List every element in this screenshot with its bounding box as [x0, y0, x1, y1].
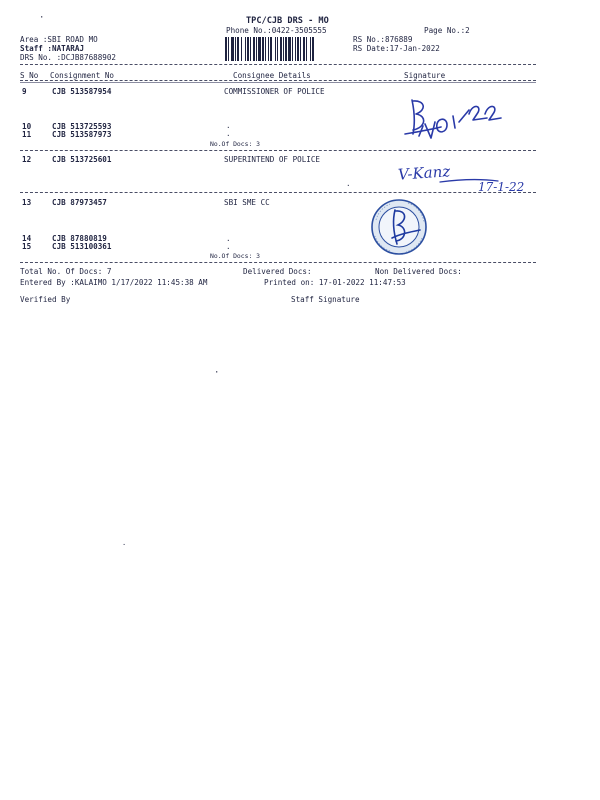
- col-header-signature: Signature: [404, 71, 446, 80]
- barcode-bar: [297, 37, 299, 61]
- rs-date: RS Date:17-Jan-2022: [353, 44, 440, 53]
- barcode-bar: [225, 37, 227, 61]
- group-divider: [20, 150, 536, 151]
- row-dot: .: [226, 129, 231, 138]
- barcode-bar: [265, 37, 266, 61]
- total-docs: Total No. Of Docs: 7: [20, 267, 112, 276]
- handwritten-signature-name: V-Kanz: [397, 162, 451, 184]
- column-divider: [20, 80, 536, 81]
- table-row-consignment: CJB 87880819: [52, 234, 107, 243]
- barcode-bar: [310, 37, 311, 61]
- staff-label: Staff :: [20, 44, 53, 53]
- barcode-bar: [258, 37, 261, 61]
- table-row-consignment: CJB 513100361: [52, 242, 112, 251]
- barcode-bar: [277, 37, 278, 61]
- drs-number: DRS No. :DCJB87688902: [20, 53, 117, 62]
- handwritten-signature: [395, 92, 505, 147]
- barcode-bar: [245, 37, 246, 61]
- report-title: TPC/CJB DRS - MO: [246, 16, 329, 26]
- table-row-sno: 10: [22, 122, 32, 131]
- table-row-consignment: CJB 513725601: [52, 155, 112, 164]
- table-row-consignment: CJB 513587973: [52, 130, 112, 139]
- stray-mark: ·: [214, 368, 220, 378]
- verified-by: Verified By: [20, 295, 71, 304]
- handwritten-date: 17-1-22: [478, 180, 525, 194]
- consignee-name: SUPERINTEND OF POLICE: [224, 155, 321, 164]
- barcode-bar: [253, 37, 255, 61]
- table-row-sno: 9: [22, 87, 27, 96]
- barcode-bar: [262, 37, 264, 61]
- column-divider-2: [20, 82, 536, 83]
- barcode: [225, 37, 343, 61]
- row-dot: .: [226, 242, 231, 251]
- staff-name: NATARAJ: [52, 44, 85, 53]
- row-dot: .: [226, 234, 231, 243]
- barcode-bar: [241, 37, 242, 61]
- delivered-docs: Delivered Docs:: [243, 267, 312, 276]
- barcode-bar: [288, 37, 291, 61]
- consignee-name: COMMISSIONER OF POLICE: [224, 87, 325, 96]
- barcode-bar: [250, 37, 251, 61]
- non-delivered-docs: Non Delivered Docs:: [375, 267, 462, 276]
- row-dot: .: [226, 121, 231, 130]
- stray-mark: ·: [346, 181, 351, 190]
- table-row-sno: 14: [22, 234, 32, 243]
- barcode-bar: [300, 37, 301, 61]
- group-divider: [20, 262, 536, 263]
- barcode-bar: [256, 37, 257, 61]
- entered-by: Entered By :KALAIMO 1/17/2022 11:45:38 AM: [20, 278, 208, 287]
- table-row-sno: 11: [22, 130, 32, 139]
- barcode-bar: [303, 37, 305, 61]
- barcode-bar: [306, 37, 307, 61]
- area-label: Area :SBI ROAD MO: [20, 35, 98, 44]
- barcode-bar: [312, 37, 314, 61]
- table-row-consignment: CJB 513587954: [52, 87, 112, 96]
- header-divider: [20, 64, 536, 65]
- docs-count: No.Of Docs: 3: [210, 140, 261, 148]
- barcode-bar: [285, 37, 287, 61]
- barcode-bar: [235, 37, 236, 61]
- page-number: Page No.:2: [424, 26, 470, 35]
- table-row-consignment: CJB 87973457: [52, 198, 107, 207]
- stray-mark: ·: [39, 13, 45, 23]
- staff-signature-label: Staff Signature: [291, 295, 360, 304]
- barcode-bar: [295, 37, 296, 61]
- docs-count: No.Of Docs: 3: [210, 252, 261, 260]
- stray-mark: ·: [122, 541, 127, 549]
- col-header-consignee: Consignee Details: [233, 71, 311, 80]
- barcode-bar: [283, 37, 284, 61]
- table-row-sno: 13: [22, 198, 32, 207]
- barcode-bar: [237, 37, 239, 61]
- table-row-sno: 12: [22, 155, 32, 164]
- barcode-bar: [280, 37, 282, 61]
- barcode-bar: [231, 37, 234, 61]
- consignee-name: SBI SME CC: [224, 198, 270, 207]
- printed-on: Printed on: 17-01-2022 11:47:53: [264, 278, 406, 287]
- col-header-consignment: Consignment No: [50, 71, 115, 80]
- barcode-bar: [268, 37, 269, 61]
- barcode-bar: [275, 37, 276, 61]
- barcode-bar: [270, 37, 272, 61]
- rs-number: RS No.:876889: [353, 35, 413, 44]
- barcode-bar: [228, 37, 229, 61]
- received-stamp-seal: [370, 198, 430, 258]
- staff-line: [20, 45, 84, 53]
- barcode-bar: [292, 37, 293, 61]
- barcode-bar: [247, 37, 249, 61]
- phone-number: Phone No.:0422-3505555: [226, 26, 327, 35]
- table-row-sno: 15: [22, 242, 32, 251]
- table-row-consignment: CJB 513725593: [52, 122, 112, 131]
- col-header-sno: S No: [20, 71, 39, 80]
- group-divider: [20, 192, 536, 193]
